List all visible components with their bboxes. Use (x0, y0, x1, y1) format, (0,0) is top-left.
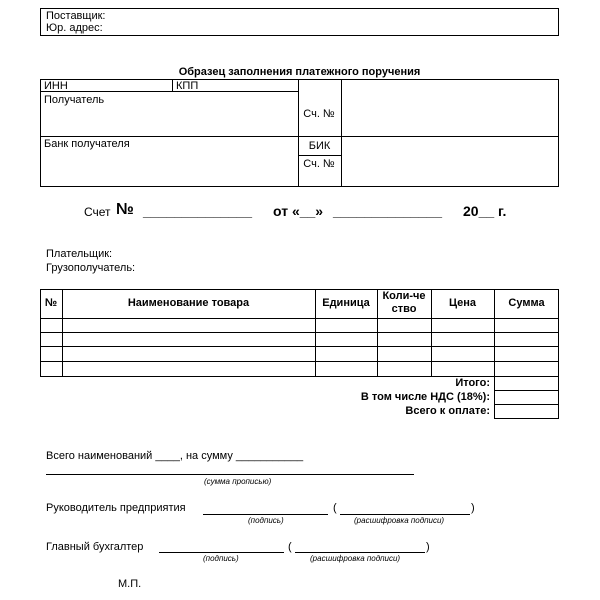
payer-label: Плательщик: (46, 248, 113, 260)
col-header-quantity: Коли-чество (382, 290, 426, 315)
director-label: Руководитель предприятия (46, 502, 186, 514)
inn-label: ИНН (44, 80, 68, 92)
accountant-name-close-paren: ) (426, 541, 430, 553)
total-label: Итого: (455, 377, 490, 389)
table-row (40, 332, 559, 333)
col-header-unit: Единица (322, 297, 370, 309)
invoice-year: 20__ г. (463, 203, 507, 219)
invoice-prefix: Счет (84, 205, 111, 219)
director-name-open-paren: ( (333, 502, 337, 514)
recipient-bank-label: Банк получателя (44, 138, 130, 150)
all-items-text: Всего наименований ____, на сумму ___________ (46, 450, 304, 462)
invoice-number-sign: № (116, 201, 134, 218)
accountant-name-open-paren: ( (288, 541, 292, 553)
consignee-label: Грузополучатель: (46, 262, 136, 274)
supplier-box (40, 8, 559, 36)
supplier-label: Поставщик: (46, 10, 106, 22)
col-header-price: Цена (448, 297, 477, 309)
amount-words-caption: (сумма прописью) (204, 477, 272, 486)
legal-address-label: Юр. адрес: (46, 22, 103, 34)
invoice-date-from: от «__» (273, 203, 324, 219)
vat-label: В том числе НДС (18%): (360, 391, 490, 403)
col-header-product: Наименование товара (127, 297, 250, 309)
bik-label: БИК (308, 140, 331, 152)
recipient-label: Получатель (44, 94, 105, 106)
director-signature-caption: (подпись) (248, 516, 284, 525)
payment-sample-title: Образец заполнения платежного поручения (178, 66, 421, 78)
director-name-caption: (расшифровка подписи) (354, 516, 445, 525)
recipient-account-label: Сч. № (303, 108, 335, 120)
invoice-number-blank: ______________ (143, 203, 253, 219)
totals-box (494, 376, 559, 419)
accountant-name-caption: (расшифровка подписи) (310, 554, 401, 563)
table-row (40, 361, 559, 362)
col-header-number: № (44, 297, 58, 309)
accountant-signature-caption: (подпись) (203, 554, 239, 563)
accountant-label: Главный бухгалтер (46, 541, 144, 553)
to-pay-label: Всего к оплате: (405, 405, 490, 417)
bank-account-label: Сч. № (303, 158, 335, 170)
col-header-sum: Сумма (508, 297, 545, 309)
invoice-date-blank: ______________ (333, 203, 443, 219)
director-name-close-paren: ) (471, 502, 475, 514)
stamp-label: М.П. (118, 578, 142, 590)
table-row (40, 346, 559, 347)
kpp-label: КПП (176, 80, 199, 92)
payment-sample-table (40, 79, 559, 187)
